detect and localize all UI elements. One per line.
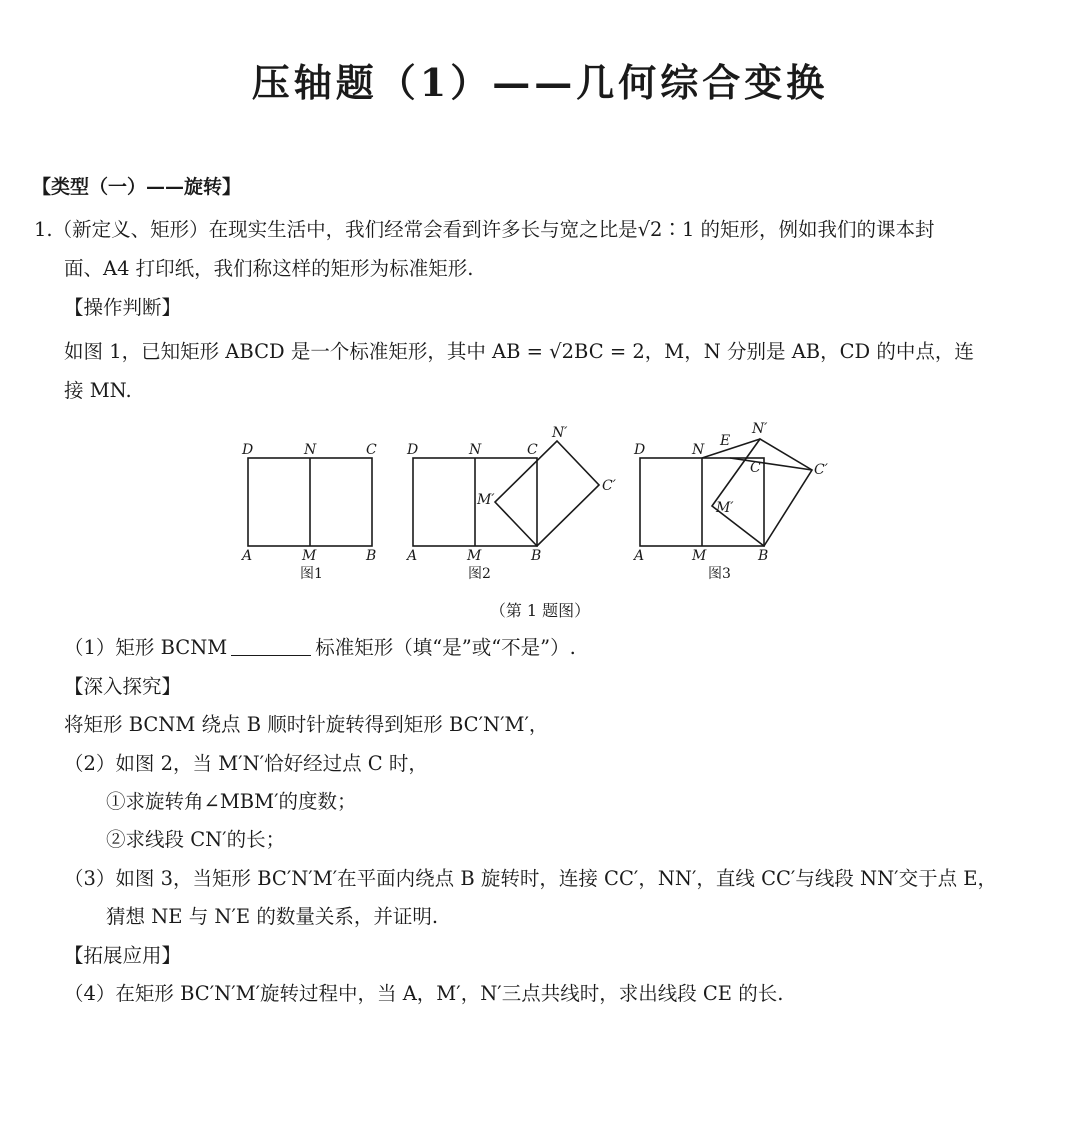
figure-3 <box>640 439 812 546</box>
judgement-line1: 如图 1，已知矩形 ABCD 是一个标准矩形，其中 AB = √2BC = 2，M，N 分别是 AB，CD 的中点，连 <box>64 340 974 363</box>
problem-intro-line2: 面、A4 打印纸，我们称这样的矩形为标准矩形. <box>64 257 474 280</box>
judgement-line2: 接 MN. <box>64 379 132 402</box>
fig2-rect-bc-n-m <box>495 441 599 546</box>
heading-judgement: 【操作判断】 <box>64 296 182 319</box>
fig3-rect-bc-n-m <box>712 439 812 546</box>
fig3-label: N′ <box>752 421 768 437</box>
figure-2 <box>413 441 599 546</box>
fig2-number: 图2 <box>468 566 491 582</box>
fig1-number: 图1 <box>300 566 323 582</box>
heading-explore: 【深入探究】 <box>64 675 182 698</box>
fig3-segment-nn <box>702 439 760 458</box>
fig3-label: E <box>720 433 731 449</box>
fig2-label: D <box>407 442 419 458</box>
problem-intro-line1: 1.（新定义、矩形）在现实生活中，我们经常会看到许多长与宽之比是√2∶1 的矩形，例如我们的课本封 <box>34 218 935 241</box>
fig1-label: B <box>366 548 377 564</box>
fig3-label: N <box>692 442 705 458</box>
fig1-label: M <box>302 548 317 564</box>
explore-line: 将矩形 BCNM 绕点 B 顺时针旋转得到矩形 BC′N′M′， <box>64 713 549 736</box>
fig3-label: M <box>692 548 707 564</box>
fig2-label: A <box>407 548 418 564</box>
question-2a: ①求旋转角∠MBM′的度数； <box>106 790 357 813</box>
fig3-number: 图3 <box>708 566 731 582</box>
figure-1 <box>248 458 372 546</box>
fig3-label: B <box>758 548 769 564</box>
fig3-label: M′ <box>716 500 734 516</box>
fig3-label: C <box>750 460 761 476</box>
question-3-line1: （3）如图 3，当矩形 BC′N′M′在平面内绕点 B 旋转时，连接 CC′，NN′，直线 CC′与线段 NN′交于点 E， <box>64 867 998 890</box>
question-2: （2）如图 2，当 M′N′恰好经过点 C 时， <box>64 752 428 775</box>
fig3-label: C′ <box>814 462 828 478</box>
fig2-label: C′ <box>602 478 616 494</box>
question-2b: ②求线段 CN′的长； <box>106 828 286 851</box>
page-title: 压轴题（1）——几何综合变换 <box>251 60 829 105</box>
figure-group <box>230 415 850 590</box>
fig1-label: A <box>242 548 253 564</box>
question-4: （4）在矩形 BC′N′M′旋转过程中，当 A，M′，N′三点共线时，求出线段 CE 的长. <box>64 982 784 1005</box>
fig2-label: N <box>469 442 482 458</box>
fig2-label: B <box>531 548 542 564</box>
figure-caption: （第 1 题图） <box>489 601 591 620</box>
fig1-label: C <box>366 442 377 458</box>
fig1-label: N <box>304 442 317 458</box>
q1-prefix: （1）矩形 BCNM <box>64 636 228 659</box>
fig1-label: D <box>242 442 254 458</box>
section-heading: 【类型（一）——旋转】 <box>32 176 242 198</box>
fig2-label: M′ <box>477 492 495 508</box>
fig3-label: A <box>634 548 645 564</box>
question-3-line2: 猜想 NE 与 N′E 的数量关系，并证明. <box>106 905 439 928</box>
fig2-label: N′ <box>552 425 568 441</box>
heading-extend: 【拓展应用】 <box>64 944 182 967</box>
question-1 <box>64 634 576 662</box>
answer-blank[interactable] <box>231 637 311 656</box>
fig3-label: D <box>634 442 646 458</box>
fig2-label: C <box>527 442 538 458</box>
fig2-label: M <box>467 548 482 564</box>
q1-suffix: 标准矩形（填“是”或“不是”）. <box>315 636 576 659</box>
